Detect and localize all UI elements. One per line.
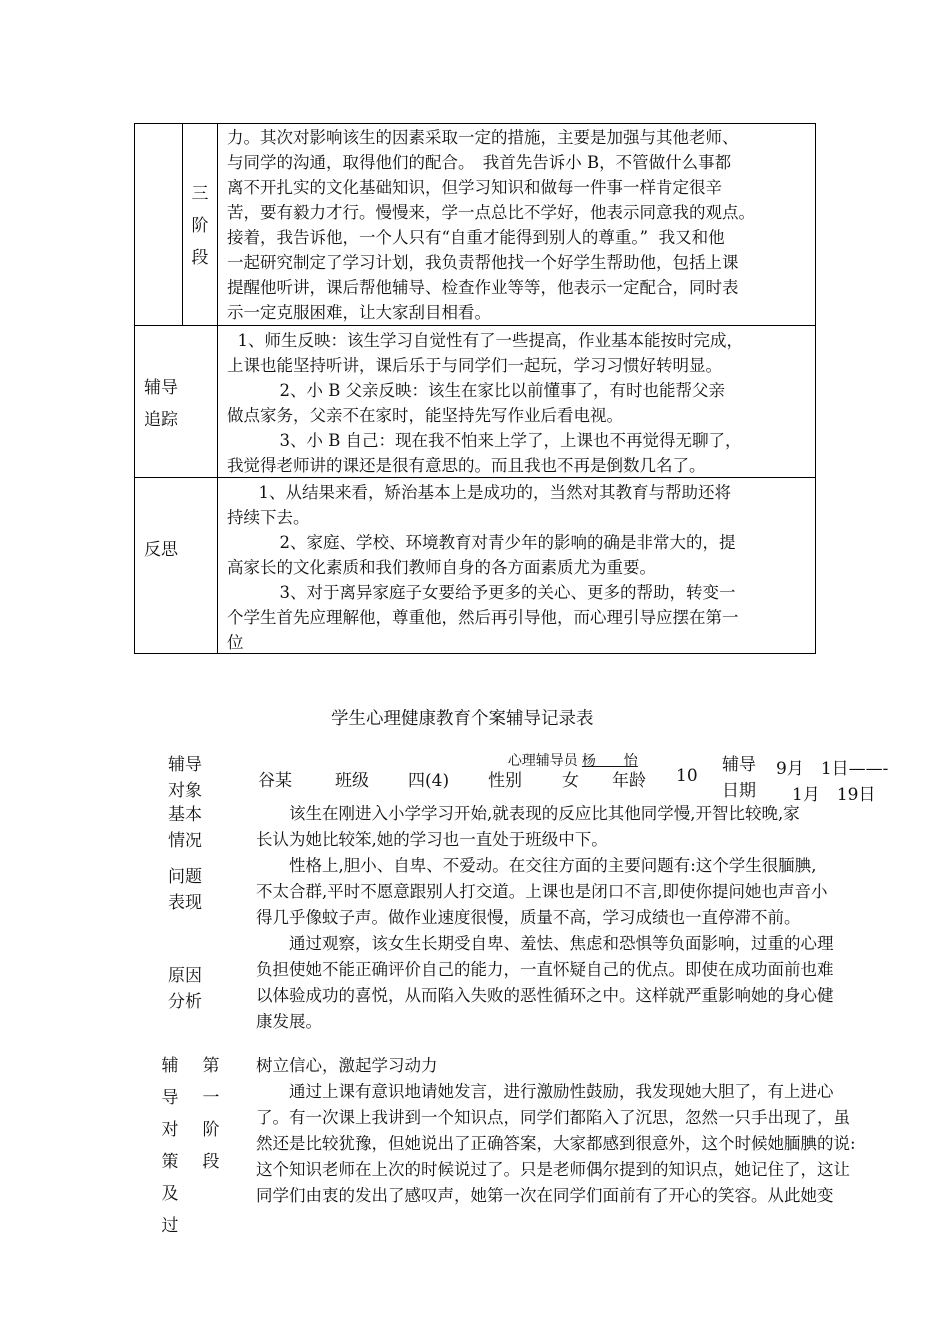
form-title: 学生心理健康教育个案辅导记录表 [331, 709, 594, 729]
basic-line: 得几乎像蚊子声。做作业速度很慢，质量不高，学习成绩也一直停滞不前。 [256, 908, 801, 927]
tracking-line: 2、小 B 父亲反映：该生在家比以前懂事了，有时也能帮父亲 [227, 381, 726, 400]
counselor-name: 杨 怡 [581, 753, 638, 769]
stage1-line: 了。有一次课上我讲到一个知识点，同学们都陷入了沉思，忽然一只手出现了，虽 [256, 1108, 850, 1127]
date-value-2: 1月 19日 [792, 785, 876, 805]
basic-line: 负担使她不能正确评价自己的能力，一直怀疑自己的优点。即使在成功面前也难 [256, 960, 834, 979]
stage3-line: 提醒他听讲，课后帮他辅导、检查作业等等，他表示一定配合，同时表 [227, 278, 739, 297]
stage1-line: 通过上课有意识地请她发言，进行激励性鼓励，我发现她大胆了，有上进心 [256, 1082, 834, 1101]
stage3-line: 示一定克服困难，让大家刮目相看。 [227, 303, 491, 322]
reflection-line: 3、对于离异家庭子女要给予更多的关心、更多的帮助，转变一 [227, 583, 736, 602]
reflection-line: 个学生首先应理解他，尊重他，然后再引导他，而心理引导应摆在第一 [227, 608, 739, 627]
stage3-label: 三 阶 段 [191, 184, 209, 268]
stage3-line: 接着，我告诉他，一个人只有“自重才能得到别人的尊重。” 我又和他 [227, 228, 725, 247]
stage3-line: 一起研究制定了学习计划，我负责帮他找一个好学生帮助他，包括上课 [227, 253, 739, 272]
stage1-line: 树立信心，激起学习动力 [256, 1056, 438, 1075]
tracking-line: 做点家务，父亲不在家时，能坚持先写作业后看电视。 [227, 406, 623, 425]
stage1-line: 这个知识老师在上次的时候说过了。只是老师偶尔提到的知识点，她记住了，这让 [256, 1160, 850, 1179]
reflection-line: 位 [227, 633, 244, 652]
date-label: 辅导 日期 [722, 755, 756, 801]
basic-line: 长认为她比较笨,她的学习也一直处于班级中下。 [256, 830, 608, 849]
tracking-label: 辅导 追踪 [144, 378, 178, 430]
stage1-line: 然还是比较犹豫，但她说出了正确答案，大家都感到很意外，这个时候她腼腆的说: [256, 1134, 856, 1153]
table-border-left [134, 123, 135, 654]
date-value-1: 9月 1日——- [776, 759, 889, 779]
analysis-label: 原因 分析 [168, 966, 202, 1012]
stage3-line: 力。其次对影响该生的因素采取一定的措施，主要是加强与其他老师、 [227, 128, 739, 147]
target-label: 辅导 对象 [168, 755, 202, 801]
reflection-label: 反思 [144, 540, 178, 560]
tracking-line: 我觉得老师讲的课还是很有意思的。而且我也不再是倒数几名了。 [227, 456, 706, 475]
table-border-right [815, 123, 816, 654]
age-value: 10 [676, 766, 698, 786]
basic-line: 康发展。 [256, 1012, 322, 1031]
tracking-line: 1、师生反映：该生学习自觉性有了一些提高，作业基本能按时完成， [227, 331, 743, 350]
target-name: 谷某 [258, 771, 292, 791]
class-label: 班级 [335, 771, 369, 791]
strategy-label: 辅 导 对 策 及 过 [161, 1056, 179, 1236]
gender-value: 女 [562, 771, 579, 791]
stage3-line: 与同学的沟通，取得他们的配合。 我首先告诉小 B，不管做什么事都 [227, 153, 732, 172]
reflection-line: 1、从结果来看，矫治基本上是成功的，当然对其教育与帮助还将 [227, 483, 731, 502]
reflection-line: 持续下去。 [227, 508, 310, 527]
table-subcol-divider [182, 123, 183, 326]
basic-label: 基本 情况 [168, 805, 202, 851]
gender-label: 性别 [488, 771, 522, 791]
class-value: 四(4) [408, 771, 450, 791]
tracking-line: 上课也能坚持听讲，课后乐于与同学们一起玩，学习习惯好转明显。 [227, 356, 722, 375]
basic-line: 以体验成功的喜悦，从而陷入失败的恶性循环之中。这样就严重影响她的身心健 [256, 986, 834, 1005]
stage3-line: 离不开扎实的文化基础知识，但学习知识和做每一件事一样肯定很辛 [227, 178, 722, 197]
problem-label: 问题 表现 [168, 867, 202, 913]
basic-line: 不太合群,平时不愿意跟别人打交道。上课也是闭口不言,即使你提问她也声音小 [256, 882, 828, 901]
stage3-line: 苦，要有毅力才行。慢慢来，学一点总比不学好，他表示同意我的观点。 [227, 203, 755, 222]
stage1-label: 第 一 阶 段 [202, 1056, 220, 1172]
table-border-top [134, 123, 816, 124]
age-label: 年龄 [612, 771, 646, 791]
tracking-line: 3、小 B 自己：现在我不怕来上学了，上课也不再觉得无聊了， [227, 431, 742, 450]
basic-line: 该生在刚进入小学学习开始,就表现的反应比其他同学慢,开智比较晚,家 [256, 804, 800, 823]
reflection-line: 2、家庭、学校、环境教育对青少年的影响的确是非常大的，提 [227, 533, 736, 552]
basic-line: 通过观察，该女生长期受自卑、羞怯、焦虑和恐惧等负面影响，过重的心理 [256, 934, 834, 953]
table-col-divider [217, 123, 218, 654]
counselor-label: 心理辅导员 [507, 753, 578, 769]
stage1-line: 同学们由衷的发出了感叹声，她第一次在同学们面前有了开心的笑容。从此她变 [256, 1186, 834, 1205]
basic-line: 性格上,胆小、自卑、不爱动。在交往方面的主要问题有:这个学生很腼腆, [256, 856, 817, 875]
reflection-line: 高家长的文化素质和我们教师自身的各方面素质尤为重要。 [227, 558, 656, 577]
